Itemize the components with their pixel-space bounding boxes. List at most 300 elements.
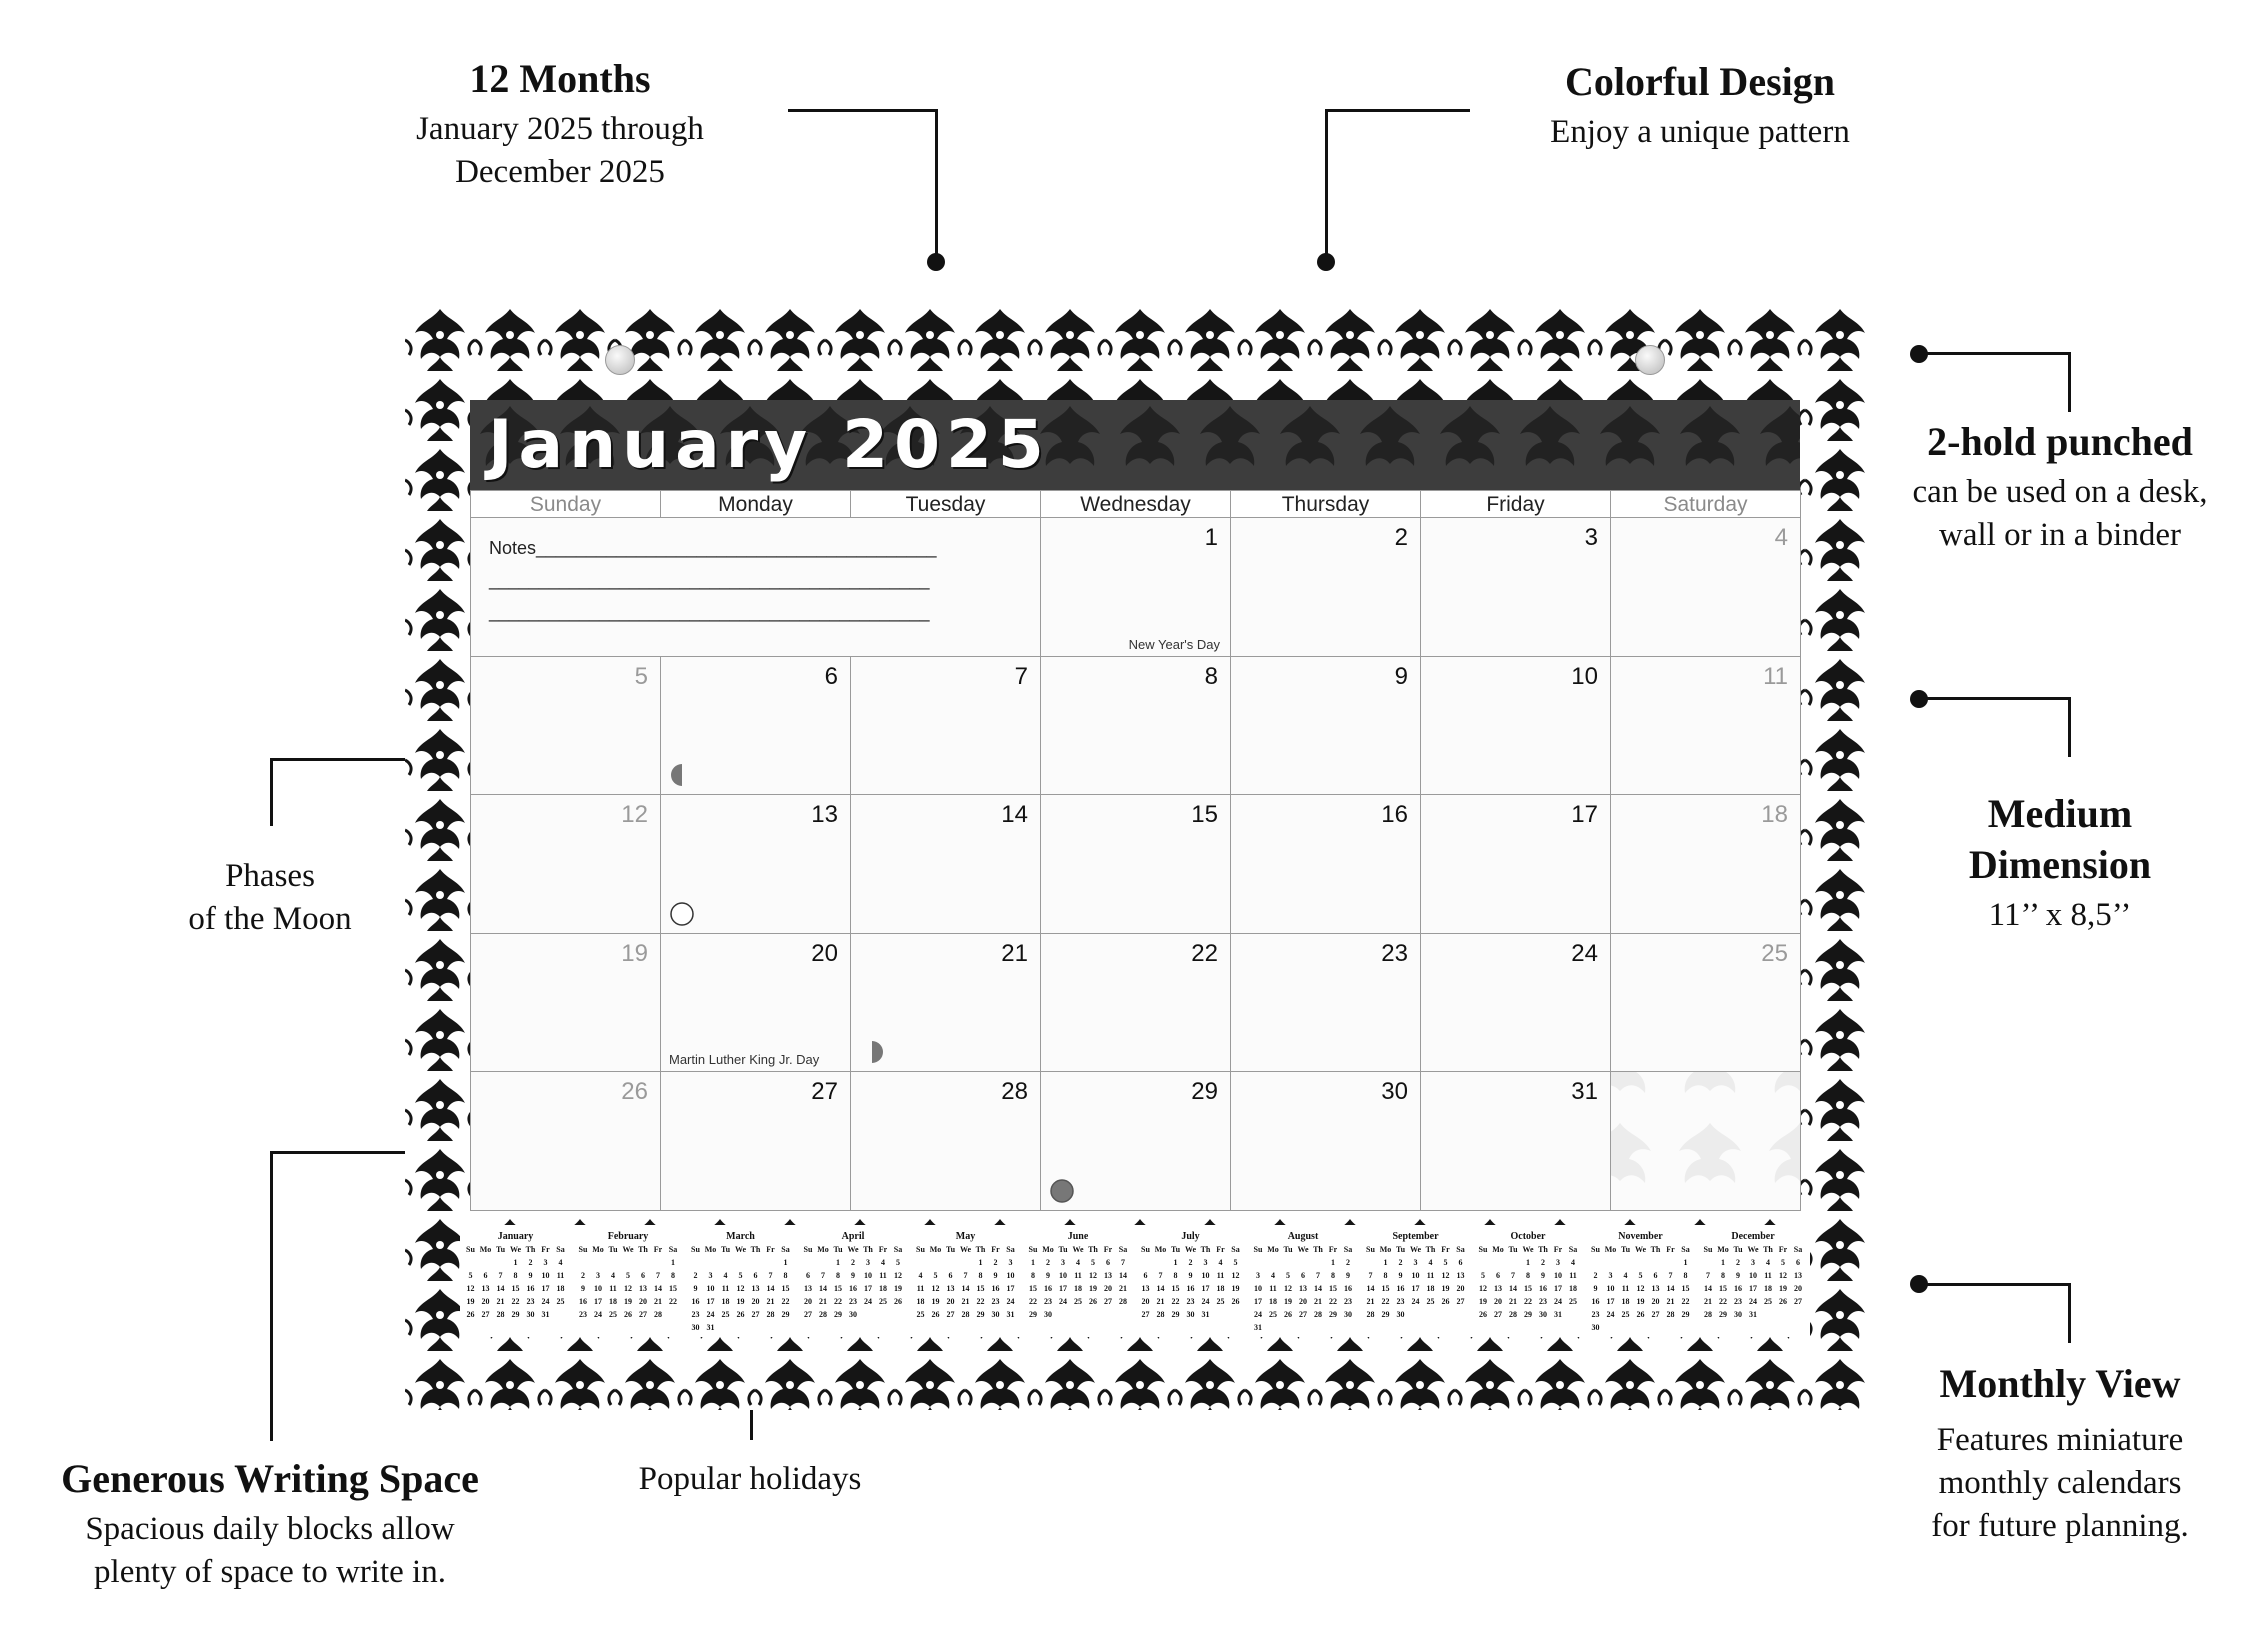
mini-month — [1251, 1230, 1356, 1334]
mini-day: 4 — [723, 1271, 728, 1280]
mini-month-name: August — [1287, 1231, 1319, 1242]
day-cell[interactable] — [660, 794, 851, 934]
mini-day: 9 — [1541, 1271, 1545, 1280]
mini-week-row — [1588, 1269, 1693, 1282]
mini-day: 24 — [706, 1310, 715, 1319]
mini-day: 16 — [1396, 1284, 1405, 1293]
mini-day: 17 — [1606, 1297, 1615, 1306]
mini-week-row — [1363, 1295, 1468, 1308]
mini-day: 19 — [1441, 1284, 1450, 1293]
day-cell[interactable] — [850, 794, 1041, 934]
mini-day: 28 — [819, 1310, 827, 1319]
mini-day: 27 — [1104, 1297, 1112, 1306]
mini-day: 26 — [1284, 1310, 1292, 1319]
mini-day — [1101, 1308, 1116, 1321]
mini-day — [1228, 1308, 1243, 1321]
mini-day: 16 — [849, 1284, 857, 1293]
mini-day: 26 — [931, 1310, 940, 1319]
mini-day — [778, 1321, 793, 1334]
day-cell[interactable] — [660, 1071, 851, 1211]
mini-day — [1363, 1256, 1378, 1269]
mini-weekday: We — [959, 1245, 972, 1254]
callout-writing-title: Generous Writing Space — [61, 1456, 479, 1501]
mini-day: 8 — [1331, 1271, 1335, 1280]
mini-day: 22 — [834, 1297, 842, 1306]
mini-day: 5 — [738, 1271, 743, 1280]
weekday-header: Friday — [1420, 490, 1611, 517]
mini-week-row — [1588, 1308, 1693, 1321]
day-cell[interactable] — [1420, 794, 1611, 934]
mini-day: 1 — [513, 1258, 518, 1267]
day-cell[interactable] — [850, 656, 1041, 796]
mini-weekday: Su — [1253, 1245, 1263, 1254]
mini-day: 4 — [1766, 1258, 1770, 1267]
mini-day: 4 — [918, 1271, 923, 1280]
moon-last-quarter-icon — [859, 1039, 885, 1065]
mini-day: 17 — [541, 1284, 550, 1293]
day-cell[interactable] — [1230, 517, 1421, 657]
mini-day: 30 — [691, 1323, 700, 1332]
mini-day: 7 — [1511, 1271, 1515, 1280]
mini-day: 2 — [993, 1258, 998, 1267]
mini-day: 21 — [766, 1297, 775, 1306]
mini-day: 20 — [1141, 1297, 1150, 1306]
mini-day — [478, 1256, 493, 1269]
mini-day: 29 — [781, 1310, 790, 1319]
mini-month-name: May — [955, 1231, 976, 1242]
mini-day: 6 — [483, 1271, 488, 1280]
mini-day: 28 — [496, 1310, 505, 1319]
mini-day: 13 — [1456, 1271, 1465, 1280]
mini-week-row — [1588, 1321, 1693, 1334]
mini-week-row — [688, 1282, 793, 1295]
mini-weekday: Th — [525, 1245, 536, 1254]
mini-month-name: June — [1067, 1231, 1089, 1242]
mini-day: 26 — [466, 1310, 475, 1319]
day-cell[interactable] — [1420, 517, 1611, 657]
mini-weekday-row — [1026, 1243, 1131, 1256]
mini-week-row — [463, 1269, 568, 1282]
mini-day: 30 — [1396, 1310, 1405, 1319]
mini-day: 3 — [1608, 1271, 1613, 1280]
callout-moon — [145, 855, 395, 941]
mini-weekday: Fr — [878, 1245, 888, 1254]
mini-day: 13 — [751, 1284, 760, 1293]
mini-weekday: Mo — [592, 1245, 604, 1254]
mini-week-row — [1138, 1282, 1243, 1295]
mini-weekday: Su — [916, 1245, 925, 1254]
mini-month — [1476, 1230, 1581, 1321]
mini-week-row — [463, 1308, 568, 1321]
mini-week-row — [688, 1256, 793, 1269]
mini-week-row — [1588, 1282, 1693, 1295]
notes-box[interactable] — [470, 517, 1041, 657]
mini-week-row — [1251, 1269, 1356, 1282]
mini-day: 10 — [594, 1284, 602, 1293]
mini-day: 21 — [1119, 1284, 1127, 1293]
day-cell[interactable] — [470, 656, 661, 796]
mini-day: 20 — [639, 1297, 647, 1306]
mini-day: 10 — [1201, 1271, 1210, 1280]
mini-day: 25 — [1216, 1297, 1225, 1306]
mini-weekday: Fr — [1666, 1245, 1675, 1254]
mini-day — [1776, 1308, 1791, 1321]
day-cell[interactable] — [1230, 1071, 1421, 1211]
callout-dimension-title1: Medium — [1987, 791, 2133, 836]
mini-day — [1056, 1308, 1071, 1321]
day-cell[interactable] — [850, 1071, 1041, 1211]
mini-day: 2 — [1346, 1258, 1350, 1267]
mini-week-row — [576, 1282, 681, 1295]
mini-weekday: Sa — [1793, 1245, 1803, 1254]
mini-month-name: November — [1618, 1231, 1663, 1242]
mini-weekday: Fr — [766, 1245, 775, 1254]
mini-day: 14 — [1509, 1284, 1517, 1293]
mini-week-row — [1701, 1295, 1806, 1308]
mini-weekday: Th — [1538, 1245, 1548, 1254]
mini-weekday: Sa — [1118, 1245, 1128, 1254]
mini-day: 12 — [1441, 1271, 1450, 1280]
day-cell[interactable] — [470, 794, 661, 934]
day-number: 30 — [1381, 1078, 1408, 1106]
day-number: 20 — [811, 939, 838, 967]
day-number: 1 — [1204, 524, 1218, 551]
mini-weekday-row — [1251, 1243, 1356, 1256]
day-cell[interactable] — [1420, 656, 1611, 796]
mini-weekday: We — [1634, 1245, 1647, 1254]
mini-day: 5 — [1638, 1271, 1643, 1280]
mini-day: 20 — [1494, 1297, 1502, 1306]
mini-week-row — [801, 1269, 906, 1282]
mini-week-row — [1138, 1308, 1243, 1321]
mini-day: 29 — [1719, 1310, 1727, 1319]
mini-day: 9 — [851, 1271, 855, 1280]
mini-day: 15 — [781, 1284, 790, 1293]
mini-day: 20 — [804, 1297, 812, 1306]
day-cell[interactable] — [1040, 1071, 1231, 1211]
mini-day: 13 — [1494, 1284, 1502, 1293]
mini-day: 26 — [1441, 1297, 1450, 1306]
mini-day: 29 — [1029, 1310, 1037, 1319]
mini-day: 14 — [1119, 1271, 1127, 1280]
mini-day: 16 — [1734, 1284, 1742, 1293]
day-cell[interactable] — [1230, 933, 1421, 1073]
mini-week-row — [801, 1308, 906, 1321]
mini-day: 27 — [481, 1310, 490, 1319]
day-cell[interactable] — [660, 656, 851, 796]
mini-day: 11 — [609, 1284, 617, 1293]
mini-day — [1341, 1321, 1356, 1334]
mini-day: 23 — [1539, 1297, 1547, 1306]
callout-dimension-size: 11’’ x 8,5’’ — [1988, 897, 2132, 933]
day-number: 13 — [811, 801, 838, 829]
mini-day — [913, 1256, 928, 1269]
mini-day: 31 — [541, 1310, 550, 1319]
mini-day: 2 — [581, 1271, 585, 1280]
mini-day: 29 — [1171, 1310, 1180, 1319]
mini-day: 18 — [1764, 1284, 1772, 1293]
mini-day: 16 — [1186, 1284, 1195, 1293]
mini-weekday-row — [801, 1243, 906, 1256]
mini-day: 30 — [1539, 1310, 1547, 1319]
mini-day: 15 — [1329, 1284, 1337, 1293]
mini-weekday-row — [463, 1243, 568, 1256]
mini-week-row — [913, 1256, 1018, 1269]
mini-day: 9 — [693, 1284, 698, 1293]
mini-day: 30 — [1734, 1310, 1742, 1319]
weekday-header: Sunday — [470, 490, 661, 517]
mini-day: 11 — [916, 1284, 925, 1293]
mini-week-row — [1251, 1256, 1356, 1269]
mini-day: 9 — [1046, 1271, 1050, 1280]
mini-weekday: Mo — [1492, 1245, 1504, 1254]
callout-design — [1480, 58, 1920, 154]
mini-day: 1 — [1526, 1258, 1530, 1267]
mini-weekday: Th — [638, 1245, 648, 1254]
mini-day: 20 — [946, 1297, 955, 1306]
mini-day: 24 — [1059, 1297, 1067, 1306]
mini-weekday: Sa — [893, 1245, 903, 1254]
day-cell[interactable] — [1610, 794, 1801, 934]
mini-day: 19 — [1231, 1284, 1240, 1293]
mini-weekday: We — [847, 1245, 859, 1254]
mini-day: 23 — [579, 1310, 587, 1319]
mini-day — [1281, 1256, 1296, 1269]
mini-day — [1633, 1256, 1648, 1269]
mini-weekday: Tu — [1620, 1245, 1631, 1254]
day-cell[interactable] — [1420, 933, 1611, 1073]
mini-day: 4 — [1571, 1258, 1575, 1267]
mini-day — [688, 1256, 703, 1269]
day-cell[interactable] — [1610, 933, 1801, 1073]
weekday-header: Monday — [660, 490, 851, 517]
mini-day: 6 — [1301, 1271, 1305, 1280]
mini-day: 11 — [556, 1271, 565, 1280]
mini-week-row — [1138, 1256, 1243, 1269]
day-number: 5 — [634, 662, 648, 690]
mini-day: 28 — [1156, 1310, 1165, 1319]
mini-day: 12 — [1479, 1284, 1487, 1293]
mini-day: 25 — [1074, 1297, 1082, 1306]
day-cell[interactable] — [660, 933, 851, 1073]
mini-day: 22 — [1524, 1297, 1532, 1306]
mini-day: 29 — [1381, 1310, 1390, 1319]
mini-day: 17 — [1254, 1297, 1262, 1306]
mini-day: 30 — [1591, 1323, 1600, 1332]
day-number: 31 — [1571, 1078, 1598, 1106]
callout-writing — [20, 1455, 520, 1594]
mini-week-row — [801, 1282, 906, 1295]
mini-day: 24 — [1006, 1297, 1015, 1306]
mini-day — [1663, 1321, 1678, 1334]
mini-day: 24 — [1554, 1297, 1562, 1306]
mini-week-row — [463, 1256, 568, 1269]
mini-day: 13 — [1141, 1284, 1150, 1293]
mini-week-row — [1026, 1308, 1131, 1321]
day-number: 24 — [1571, 939, 1598, 967]
mini-week-row — [1476, 1295, 1581, 1308]
mini-day: 10 — [1411, 1271, 1420, 1280]
weekday-header: Tuesday — [850, 490, 1041, 517]
mini-day: 11 — [1426, 1271, 1435, 1280]
mini-day — [816, 1256, 831, 1269]
mini-day: 6 — [1653, 1271, 1658, 1280]
mini-week-row — [1476, 1269, 1581, 1282]
mini-day: 1 — [978, 1258, 983, 1267]
mini-day: 22 — [1171, 1297, 1180, 1306]
mini-day: 22 — [1719, 1297, 1727, 1306]
mini-day: 11 — [1621, 1284, 1630, 1293]
mini-day — [1296, 1256, 1311, 1269]
day-cell[interactable] — [1610, 656, 1801, 796]
mini-day: 19 — [1636, 1297, 1645, 1306]
mini-day: 13 — [639, 1284, 647, 1293]
mini-weekday: Su — [803, 1245, 813, 1254]
punch-hole-right — [1635, 345, 1665, 375]
mini-week-row — [1026, 1282, 1131, 1295]
mini-day: 28 — [1704, 1310, 1712, 1319]
mini-weekday: Tu — [720, 1245, 731, 1254]
mini-day: 3 — [866, 1258, 870, 1267]
mini-weekday: Sa — [1343, 1245, 1353, 1254]
mini-day: 12 — [1231, 1271, 1240, 1280]
mini-day: 31 — [1254, 1323, 1262, 1332]
mini-day: 12 — [1284, 1284, 1292, 1293]
mini-day: 11 — [721, 1284, 730, 1293]
day-cell[interactable] — [1040, 517, 1231, 657]
mini-weekday: Th — [1650, 1245, 1661, 1254]
mini-day — [748, 1321, 763, 1334]
mini-day: 28 — [1314, 1310, 1322, 1319]
mini-day: 3 — [1556, 1258, 1560, 1267]
day-cell[interactable] — [1420, 1071, 1611, 1211]
mini-weekday: Tu — [495, 1245, 506, 1254]
mini-day: 25 — [721, 1310, 730, 1319]
mini-weekday: Tu — [1508, 1245, 1518, 1254]
mini-day: 8 — [1526, 1271, 1530, 1280]
mini-day: 18 — [1621, 1297, 1630, 1306]
mini-weekday: We — [1522, 1245, 1534, 1254]
mini-day: 2 — [1541, 1258, 1545, 1267]
day-number: 11 — [1763, 662, 1788, 690]
mini-day — [861, 1308, 876, 1321]
mini-day — [1663, 1256, 1678, 1269]
mini-day — [1438, 1308, 1453, 1321]
mini-week-row — [913, 1269, 1018, 1282]
mini-day: 13 — [1794, 1271, 1802, 1280]
mini-month — [801, 1230, 906, 1321]
mini-week-row — [913, 1308, 1018, 1321]
mini-weekday: Sa — [1231, 1245, 1240, 1254]
mini-month — [1363, 1230, 1468, 1321]
mini-weekday: Fr — [1216, 1245, 1225, 1254]
mini-month-name: July — [1181, 1231, 1200, 1242]
mini-day: 10 — [1554, 1271, 1562, 1280]
day-cell[interactable] — [850, 933, 1041, 1073]
mini-day: 27 — [1494, 1310, 1502, 1319]
mini-week-row — [1251, 1321, 1356, 1334]
mini-day: 6 — [753, 1271, 758, 1280]
day-cell[interactable] — [1040, 656, 1231, 796]
mini-month-name: March — [726, 1231, 755, 1242]
mini-day — [1266, 1321, 1281, 1334]
day-cell[interactable] — [1040, 933, 1231, 1073]
day-number: 17 — [1571, 801, 1598, 829]
mini-day: 24 — [1606, 1310, 1615, 1319]
callout-monthly-line1: Features miniature — [1936, 1422, 2184, 1458]
day-cell[interactable] — [470, 933, 661, 1073]
mini-day — [943, 1256, 958, 1269]
mini-week-row — [913, 1295, 1018, 1308]
day-cell[interactable] — [1610, 1071, 1801, 1211]
mini-day: 23 — [526, 1297, 535, 1306]
mini-day — [1618, 1321, 1633, 1334]
callout-monthly-title: Monthly View — [1939, 1361, 2181, 1406]
mini-week-row — [1701, 1282, 1806, 1295]
day-number: 12 — [621, 801, 648, 829]
mini-day: 15 — [976, 1284, 985, 1293]
mini-month — [688, 1230, 793, 1334]
mini-day: 10 — [1606, 1284, 1615, 1293]
mini-weekday: We — [734, 1245, 747, 1254]
mini-day: 17 — [706, 1297, 715, 1306]
mini-day: 6 — [1796, 1258, 1800, 1267]
mini-day: 27 — [1141, 1310, 1150, 1319]
mini-day: 7 — [1368, 1271, 1373, 1280]
mini-day — [718, 1321, 733, 1334]
mini-day: 20 — [751, 1297, 760, 1306]
mini-day: 22 — [1329, 1297, 1337, 1306]
mini-day — [1603, 1256, 1618, 1269]
mini-day: 6 — [1143, 1271, 1148, 1280]
mini-weekday: Sa — [781, 1245, 790, 1254]
mini-day: 18 — [1074, 1284, 1082, 1293]
callout-writing-line1: Spacious daily blocks allow — [85, 1511, 455, 1547]
day-cell[interactable] — [1230, 794, 1421, 934]
mini-month — [913, 1230, 1018, 1321]
mini-weekday: Fr — [1553, 1245, 1563, 1254]
mini-month-name: April — [841, 1231, 865, 1242]
mini-day — [1213, 1308, 1228, 1321]
day-number: 19 — [621, 939, 648, 967]
mini-day: 29 — [1329, 1310, 1337, 1319]
holiday-label: Martin Luther King Jr. Day — [669, 1052, 820, 1068]
day-cell[interactable] — [1610, 517, 1801, 657]
mini-weekday: Su — [1478, 1245, 1488, 1254]
mini-day: 24 — [864, 1297, 872, 1306]
mini-day: 8 — [513, 1271, 518, 1280]
mini-day: 19 — [624, 1297, 632, 1306]
mini-day: 3 — [708, 1271, 713, 1280]
mini-week-row — [913, 1282, 1018, 1295]
mini-day: 21 — [819, 1297, 827, 1306]
mini-day: 1 — [1383, 1258, 1388, 1267]
mini-day: 29 — [511, 1310, 520, 1319]
day-cell[interactable] — [1230, 656, 1421, 796]
mini-weekday: Mo — [1717, 1245, 1729, 1254]
mini-day: 17 — [1554, 1284, 1562, 1293]
day-cell[interactable] — [1040, 794, 1231, 934]
day-cell[interactable] — [470, 1071, 661, 1211]
mini-day: 16 — [1344, 1284, 1352, 1293]
mini-day: 23 — [1734, 1297, 1742, 1306]
mini-month — [576, 1230, 681, 1321]
mini-day: 28 — [766, 1310, 775, 1319]
desk-calendar — [405, 305, 1865, 1410]
mini-day: 19 — [1284, 1297, 1292, 1306]
mini-day — [1326, 1321, 1341, 1334]
mini-day: 28 — [654, 1310, 662, 1319]
